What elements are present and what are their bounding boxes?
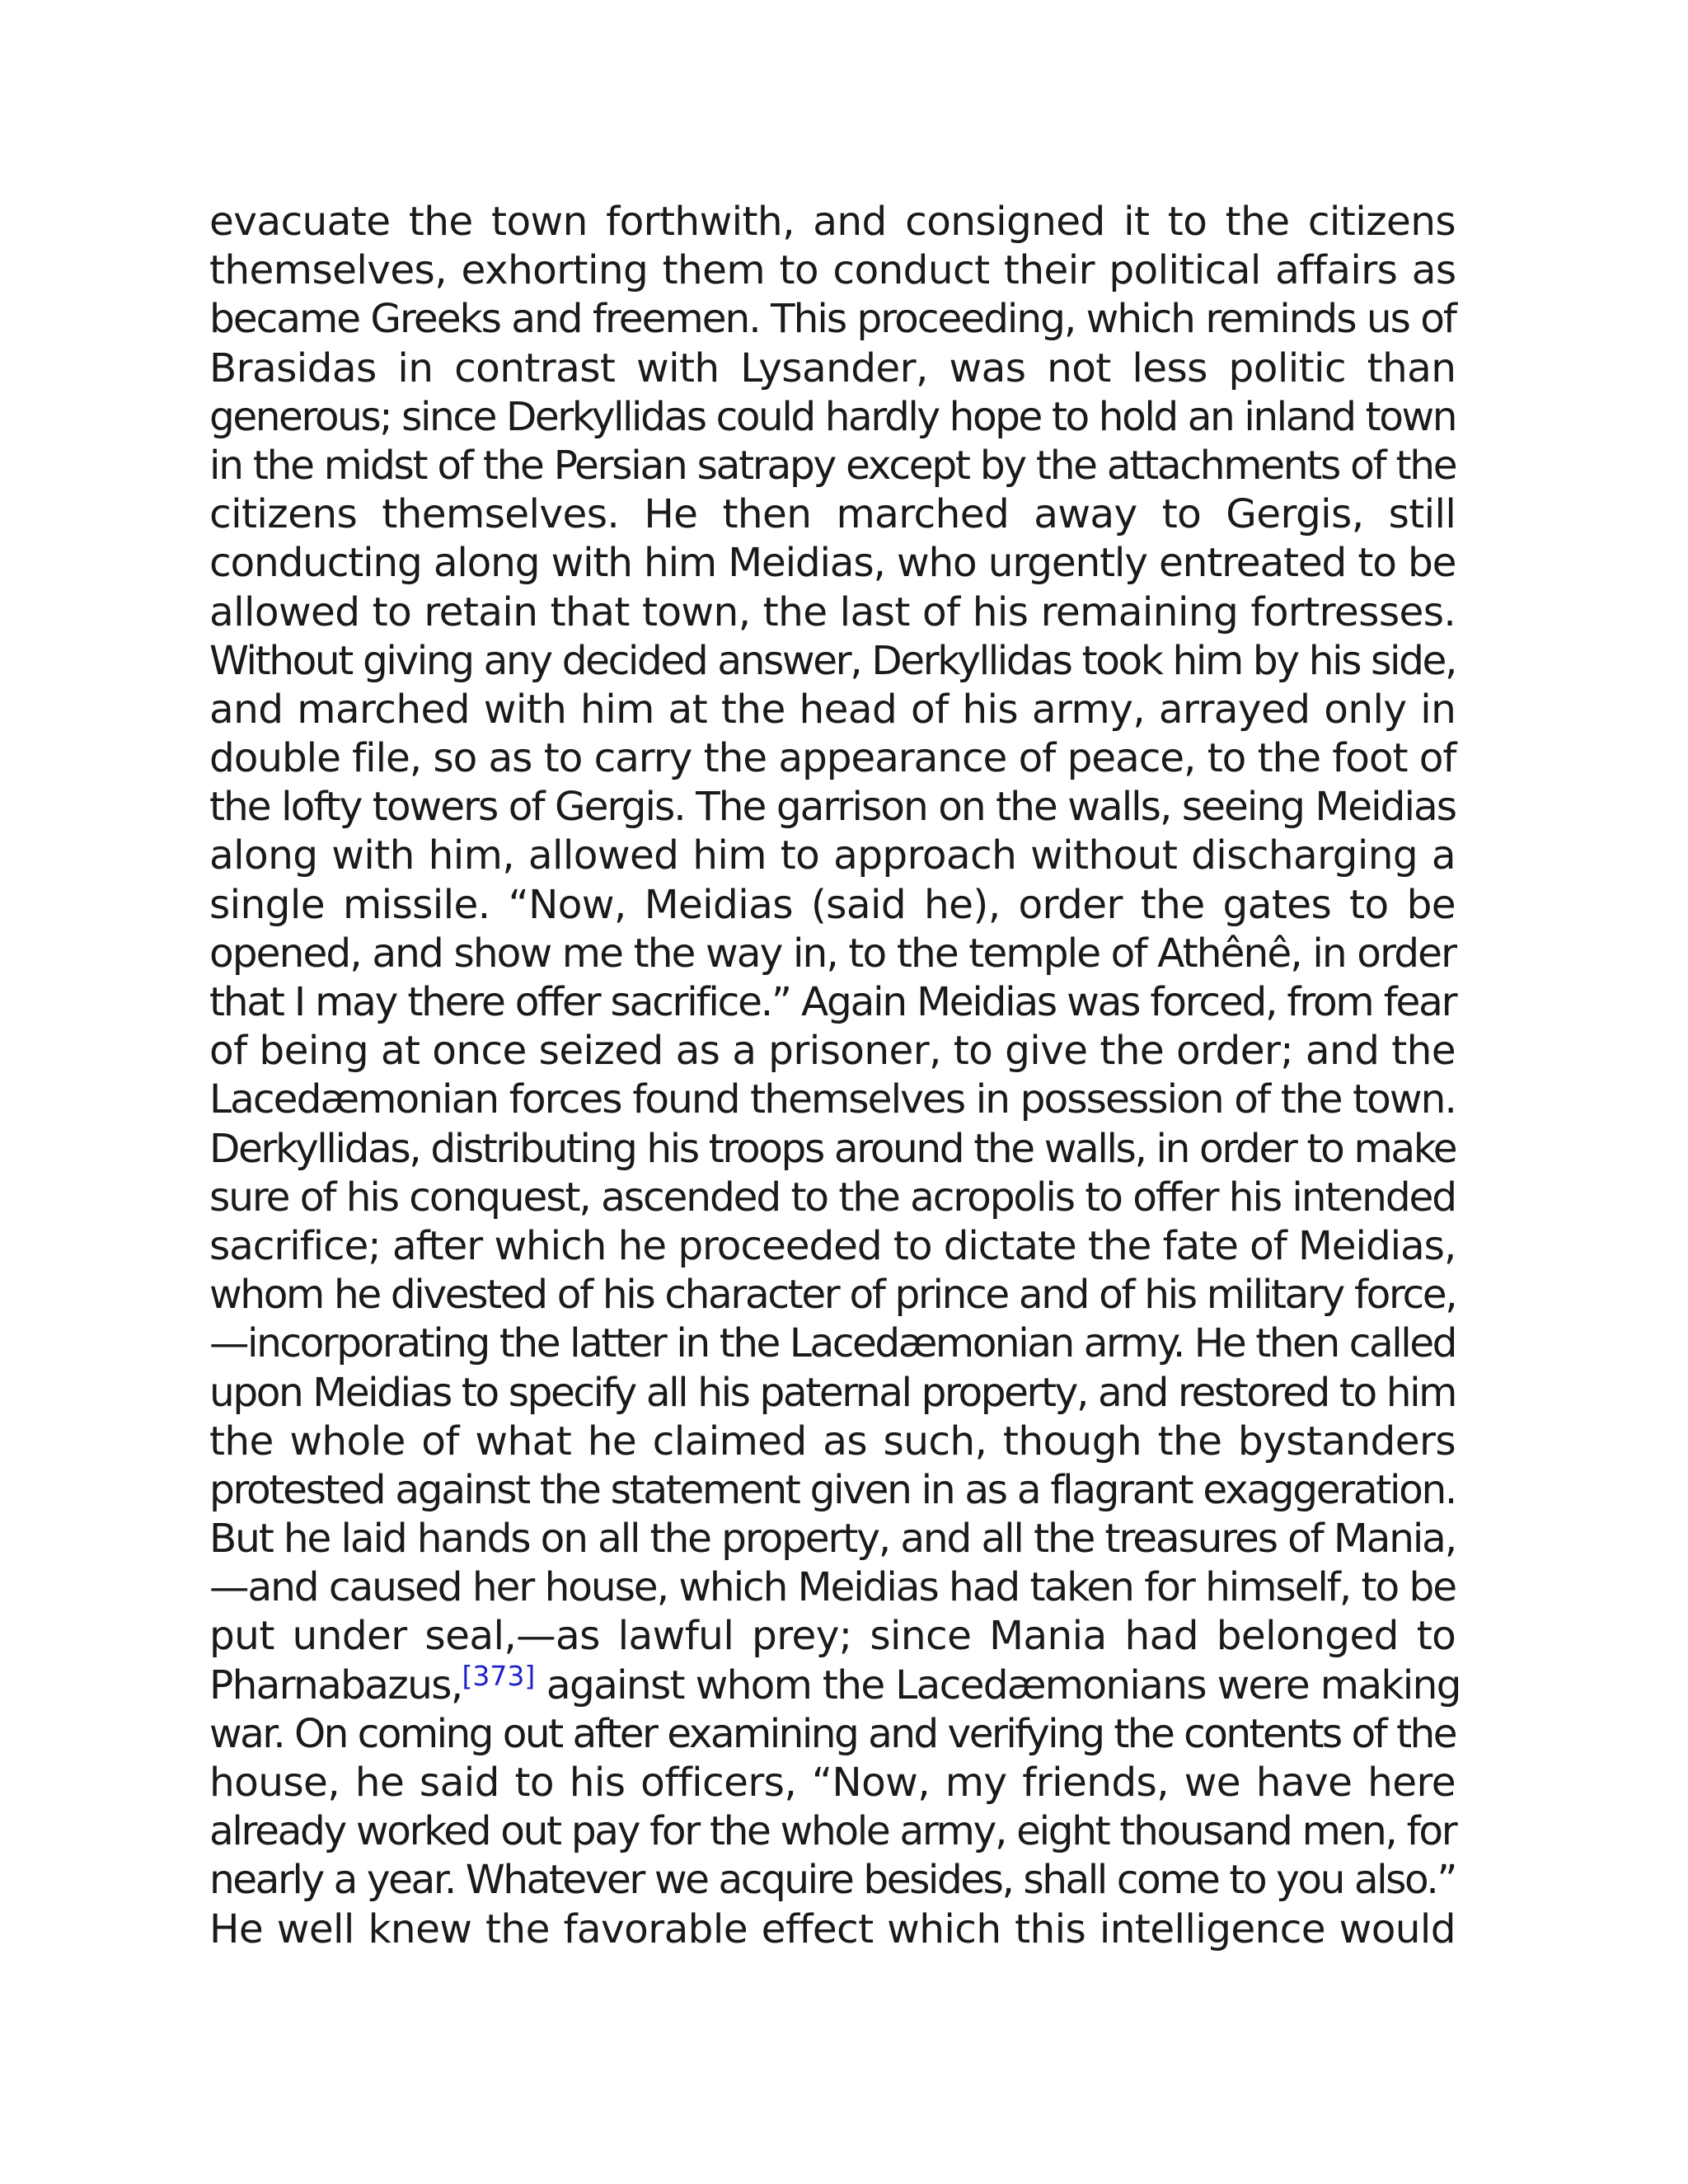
text-line: along with him, allowed him to approach without discharging a	[209, 832, 1456, 879]
text-segment: against whom the Lacedæmonians were making	[535, 1661, 1461, 1708]
text-line: sure of his conquest, ascended to the acropolis to offer his intended	[209, 1174, 1456, 1221]
text-line: the lofty towers of Gergis. The garrison on the walls, seeing Meidias	[209, 784, 1456, 831]
text-line: upon Meidias to specify all his paternal property, and restored to him	[209, 1369, 1456, 1416]
body-text	[209, 198, 1461, 1954]
text-line: —and caused her house, which Meidias had taken for himself, to be	[209, 1564, 1456, 1611]
text-line: Without giving any decided answer, Derkyllidas took him by his side,	[209, 637, 1456, 684]
text-line: Brasidas in contrast with Lysander, was not less politic than	[209, 344, 1456, 391]
text-line: protested against the statement given in as a flagrant exaggeration.	[209, 1466, 1456, 1513]
text-line: house, he said to his officers, “Now, my friends, we have here	[209, 1760, 1456, 1806]
text-line: evacuate the town forthwith, and consigned it to the citizens	[209, 199, 1456, 245]
text-line: in the midst of the Persian satrapy except by the attachments of the	[209, 442, 1456, 489]
text-line: allowed to retain that town, the last of his remaining fortresses.	[209, 588, 1456, 635]
text-line: sacrifice; after which he proceeded to dictate the fate of Meidias,	[209, 1222, 1456, 1269]
text-line: nearly a year. Whatever we acquire besides, shall come to you also.”	[209, 1857, 1456, 1904]
text-line: became Greeks and freemen. This proceeding, which reminds us of	[209, 296, 1456, 343]
text-line: whom he divested of his character of prince and of his military force,	[209, 1272, 1456, 1319]
text-line: opened, and show me the way in, to the temple of Athênê, in order	[209, 930, 1456, 977]
text-line: that I may there offer sacrifice.” Again Meidias was forced, from fear	[209, 979, 1456, 1025]
text-line: of being at once seized as a prisoner, to give the order; and the	[209, 1028, 1456, 1075]
text-line: generous; since Derkyllidas could hardly hope to hold an inland town	[209, 393, 1456, 440]
text-line: put under seal,—as lawful prey; since Mania had belonged to	[209, 1613, 1456, 1660]
text-line: Lacedæmonian forces found themselves in possession of the town.	[209, 1076, 1456, 1123]
text-line: citizens themselves. He then marched away to Gergis, still	[209, 491, 1456, 538]
text-line: themselves, exhorting them to conduct their political affairs as	[209, 247, 1456, 294]
text-line: single missile. “Now, Meidias (said he), order the gates to be	[209, 881, 1456, 928]
text-line: war. On coming out after examining and verifying the contents of the	[209, 1710, 1456, 1757]
footnote-link[interactable]: [373]	[462, 1660, 536, 1693]
text-line-with-footnote	[209, 1660, 1461, 1710]
text-segment: Pharnabazus,	[209, 1661, 462, 1708]
text-line: —incorporating the latter in the Lacedæmonian army. He then called	[209, 1320, 1456, 1367]
text-line: the whole of what he claimed as such, though the bystanders	[209, 1418, 1456, 1465]
text-line: But he laid hands on all the property, and all the treasures of Mania,	[209, 1516, 1456, 1563]
text-line: and marched with him at the head of his army, arrayed only in	[209, 686, 1456, 733]
text-line: Derkyllidas, distributing his troops around the walls, in order to make	[209, 1125, 1456, 1172]
text-line: double file, so as to carry the appearance of peace, to the foot of	[209, 735, 1456, 782]
text-line: conducting along with him Meidias, who urgently entreated to be	[209, 540, 1456, 587]
text-line: already worked out pay for the whole army, eight thousand men, for	[209, 1808, 1456, 1855]
text-line: He well knew the favorable effect which this intelligence would	[209, 1905, 1456, 1952]
